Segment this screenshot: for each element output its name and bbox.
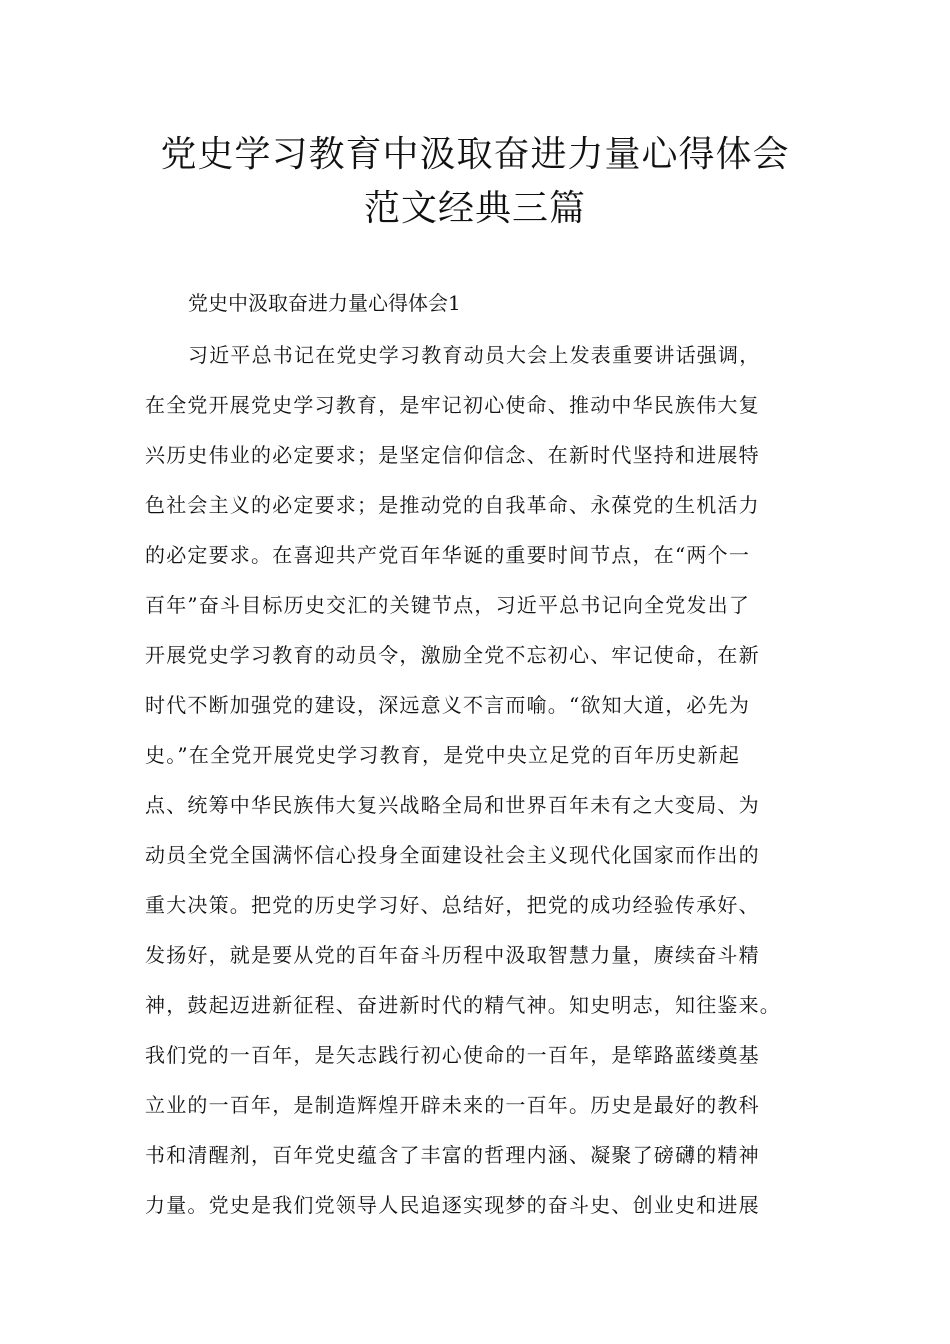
body-line: 重大决策。把党的历史学习好、总结好，把党的成功经验传承好、 xyxy=(145,893,760,917)
body-line: 时代不断加强党的建设，深远意义不言而喻。“欲知大道，必先为 xyxy=(145,693,751,717)
body-line: 开展党史学习教育的动员令，激励全党不忘初心、牢记使命，在新 xyxy=(145,643,760,667)
title-line-2: 范文经典三篇 xyxy=(363,188,586,229)
body-line: 百年”奋斗目标历史交汇的关键节点，习近平总书记向全党发出了 xyxy=(145,593,751,617)
body-line: 发扬好，就是要从党的百年奋斗历程中汲取智慧力量，赓续奋斗精 xyxy=(145,943,760,967)
document-title xyxy=(0,128,950,236)
body-line: 我们党的一百年，是矢志践行初心使命的一百年，是筚路蓝缕奠基 xyxy=(145,1043,760,1067)
section-heading: 党史中汲取奋进力量心得体会1 xyxy=(188,291,461,315)
body-line: 书和清醒剂，百年党史蕴含了丰富的哲理内涵、凝聚了磅礴的精神 xyxy=(145,1143,760,1167)
title-line-1: 党史学习教育中汲取奋进力量心得体会 xyxy=(160,134,790,175)
body-line: 史。”在全党开展党史学习教育，是党中央立足党的百年历史新起 xyxy=(145,743,741,767)
body-line: 色社会主义的必定要求；是推动党的自我革命、永葆党的生机活力 xyxy=(145,493,760,517)
body-line: 点、统筹中华民族伟大复兴战略全局和世界百年未有之大变局、为 xyxy=(145,793,760,817)
body-line: 动员全党全国满怀信心投身全面建设社会主义现代化国家而作出的 xyxy=(145,843,760,867)
body-line: 神，鼓起迈进新征程、奋进新时代的精气神。知史明志，知往鉴来。 xyxy=(145,993,781,1017)
body-line: 立业的一百年，是制造辉煌开辟未来的一百年。历史是最好的教科 xyxy=(145,1093,760,1117)
body-line: 在全党开展党史学习教育，是牢记初心使命、推动中华民族伟大复 xyxy=(145,393,760,417)
body-line: 兴历史伟业的必定要求；是坚定信仰信念、在新时代坚持和进展特 xyxy=(145,443,760,467)
body-line: 习近平总书记在党史学习教育动员大会上发表重要讲话强调， xyxy=(188,343,761,367)
body-text xyxy=(145,330,835,1230)
body-line: 力量。党史是我们党领导人民追逐实现梦的奋斗史、创业史和进展 xyxy=(145,1193,760,1217)
body-line: 的必定要求。在喜迎共产党百年华诞的重要时间节点，在“两个一 xyxy=(145,543,751,567)
